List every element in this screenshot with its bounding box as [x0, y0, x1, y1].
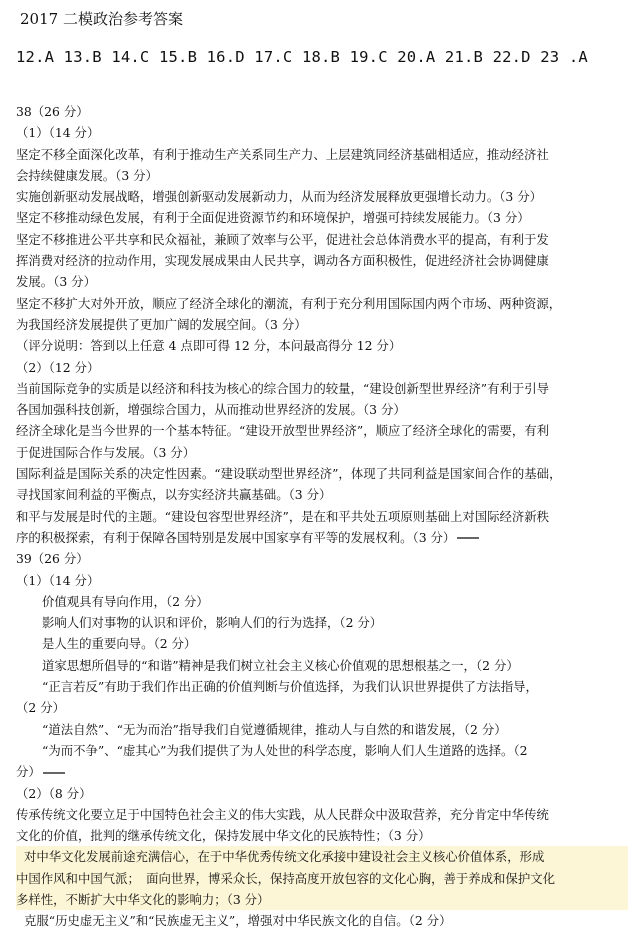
- answer-line-text: 坚定不移推进公平共享和民众福祉，兼顾了效率与公平，促进社会总体消费水平的提高，有利于发: [16, 231, 549, 247]
- answer-line-text: “正言若反”有助于我们作出正确的价值判断与价值选择，为我们认识世界提供了方法指导，: [42, 679, 538, 695]
- answer-line: [16, 250, 628, 271]
- answer-line-text: 实施创新驱动发展战略，增强创新驱动发展新动力，从而为经济发展释放更强增长动力。（3 分）: [16, 189, 543, 205]
- answer-line: [16, 783, 628, 804]
- answer-line-text: 影响人们对事物的认识和评价，影响人们的行为选择，（2 分）: [42, 615, 383, 631]
- answer-line: [16, 655, 628, 676]
- answer-line: [16, 335, 628, 356]
- scan-mark: [43, 772, 65, 774]
- answer-line: [16, 484, 628, 505]
- answer-line: [16, 357, 628, 378]
- multiple-choice-answers: 12.A 13.B 14.C 15.B 16.D 17.C 18.B 19.C 20.A 21.B 22.D 23 .A: [16, 48, 588, 66]
- answer-line-text: （评分说明：答到以上任意 4 点即可得 12 分，本问最高得分 12 分）: [16, 338, 402, 354]
- answer-line: [16, 314, 628, 335]
- answer-line: [16, 144, 628, 165]
- answer-line-text: 38（26 分）: [16, 104, 89, 119]
- answer-line: [16, 122, 628, 143]
- answer-line: [16, 101, 628, 122]
- answer-line-text: （2）（12 分）: [16, 359, 100, 375]
- answer-line-text: “道法自然”、“无为而治”指导我们自觉遵循规律，推动人与自然的和谐发展，（2 分）: [42, 721, 507, 737]
- answer-line: [16, 293, 628, 314]
- answer-line-text: （2）（8 分）: [16, 785, 92, 801]
- answer-line: [16, 442, 628, 463]
- answer-line: [16, 868, 628, 889]
- answer-line: [16, 846, 628, 867]
- answer-line-text: 对中华文化发展前途充满信心，在于中华优秀传统文化承接中建设社会主义核心价值体系，形成: [24, 849, 545, 865]
- answer-line-text: 传承传统文化要立足于中国特色社会主义的伟大实践，从人民群众中汲取营养，充分肯定中华传统: [16, 806, 549, 822]
- answer-line: [16, 399, 628, 420]
- answer-line: [16, 804, 628, 825]
- answer-line-text: 坚定不移推动绿色发展，有利于全面促进资源节约和环境保护，增强可持续发展能力。（3 分）: [16, 210, 530, 226]
- document-title: 2017 二模政治参考答案: [20, 10, 183, 28]
- answer-line: [16, 165, 628, 186]
- answer-line: [16, 207, 628, 228]
- answer-line-text: 多样性，不断扩大中华文化的影响力；（3 分）: [16, 891, 270, 907]
- answer-line-text: 克服“历史虚无主义”和“民族虚无主义”，增强对中华民族文化的自信。（2 分）: [24, 913, 452, 929]
- answer-line: [16, 463, 628, 484]
- answer-line-text: 当前国际竞争的实质是以经济和科技为核心的综合国力的较量，“建设创新型世界经济”有利于引导: [16, 380, 550, 396]
- answer-line: [16, 570, 628, 591]
- answer-line-text: 文化的价值，批判的继承传统文化，保持发展中华文化的民族特性；（3 分）: [16, 828, 431, 844]
- answer-line-text: 发展。（3 分）: [16, 274, 96, 290]
- answer-line-text: 坚定不移全面深化改革，有利于推动生产关系同生产力、上层建筑同经济基础相适应，推动经济社: [16, 146, 549, 162]
- answer-line: [16, 633, 628, 654]
- answer-line: [16, 378, 628, 399]
- answer-line: [16, 825, 628, 846]
- answer-line-text: 为我国经济发展提供了更加广阔的发展空间。（3 分）: [16, 316, 307, 332]
- answer-line-text: 和平与发展是时代的主题。“建设包容型世界经济”，是在和平共处五项原则基础上对国际经济新秩: [16, 508, 550, 524]
- answer-line-text: 分）: [16, 764, 41, 780]
- answer-line-text: “为而不争”、“虚其心”为我们提供了为人处世的科学态度，影响人们人生道路的选择。（2: [42, 742, 528, 758]
- answer-line: [16, 271, 628, 292]
- answer-line-text: 会持续健康发展。（3 分）: [16, 167, 158, 183]
- answer-line-text: 39（26 分）: [16, 551, 89, 567]
- answer-line: [16, 676, 628, 697]
- answer-line-text: 寻找国家间利益的平衡点，以夯实经济共赢基础。（3 分）: [16, 487, 332, 503]
- scan-mark: [457, 537, 479, 539]
- answer-line: [16, 740, 628, 761]
- answer-line-text: 道家思想所倡导的“和谐”精神是我们树立社会主义核心价值观的思想根基之一，（2 分）: [42, 657, 519, 673]
- answer-line: [16, 527, 628, 548]
- answer-line: [16, 506, 628, 527]
- answer-line-text: 国际利益是国际关系的决定性因素。“建设联动型世界经济”，体现了共同利益是国家间合作的基础，: [16, 466, 562, 482]
- answer-line: [16, 697, 628, 718]
- answer-line: [16, 186, 628, 207]
- answer-line: [16, 612, 628, 633]
- answer-line-text: 价值观具有导向作用，（2 分）: [42, 593, 209, 609]
- answer-line-text: 中国作风和中国气派； 面向世界，博采众长，保持高度开放包容的文化心胸，善于养成和保护文化: [16, 870, 555, 886]
- answer-line-text: （1）（14 分）: [16, 572, 100, 588]
- answer-line-text: 经济全球化是当今世界的一个基本特征。“建设开放型世界经济”，顺应了经济全球化的需要，有利: [16, 423, 550, 439]
- answer-line-text: （2 分）: [16, 700, 65, 716]
- answer-line: [16, 719, 628, 740]
- answer-line-text: （1）（14 分）: [16, 125, 100, 141]
- answer-line: [16, 591, 628, 612]
- answer-line-text: 序的积极探索，有利于保障各国特别是发展中国家享有平等的发展权利。（3 分）: [16, 529, 456, 545]
- answer-line-text: 挥消费对经济的拉动作用，实现发展成果由人民共享，调动各方面积极性，促进经济社会协调健康: [16, 253, 549, 269]
- answer-line-text: 于促进国际合作与发展。（3 分）: [16, 444, 196, 460]
- answer-line: [16, 229, 628, 250]
- essay-answers-body: [16, 101, 628, 932]
- answer-line: [16, 548, 628, 569]
- answer-line: [16, 420, 628, 441]
- answer-line: [16, 761, 628, 782]
- answer-line-text: 是人生的重要向导。（2 分）: [42, 636, 197, 652]
- answer-line-text: 坚定不移扩大对外开放，顺应了经济全球化的潮流，有利于充分利用国际国内两个市场、两种资源，: [16, 295, 562, 311]
- answer-line: [16, 910, 628, 931]
- answer-line: [16, 889, 628, 910]
- answer-line-text: 各国加强科技创新，增强综合国力，从而推动世界经济的发展。（3 分）: [16, 402, 406, 418]
